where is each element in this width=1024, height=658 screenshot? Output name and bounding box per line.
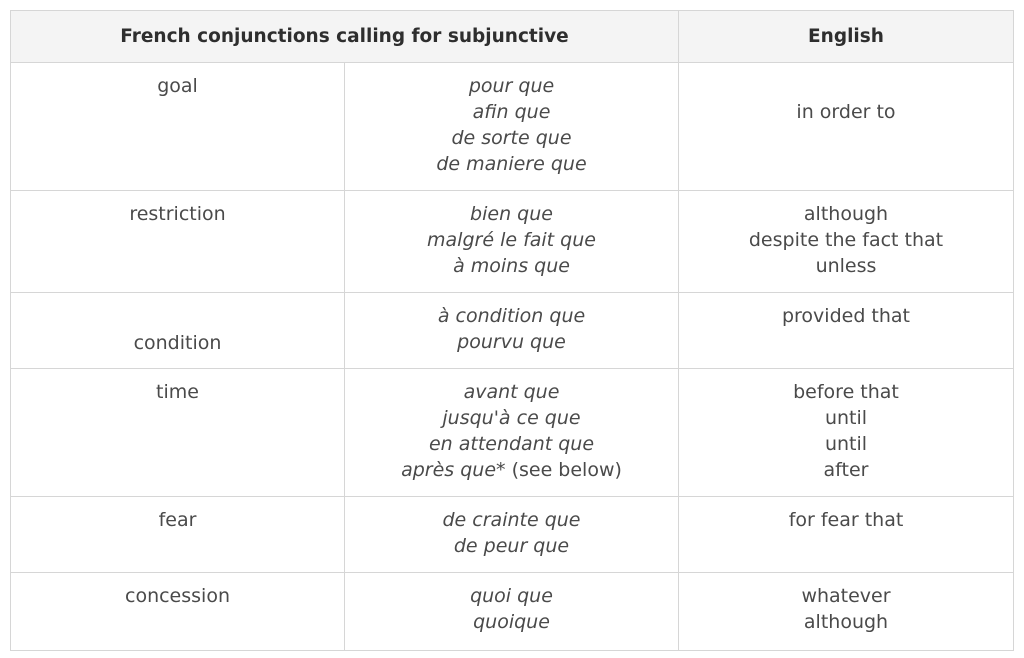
category-cell: concession	[11, 573, 345, 651]
french-conjunction: de sorte que	[451, 127, 572, 149]
category-cell: restriction	[11, 191, 345, 293]
header-english: English	[679, 11, 1014, 63]
french-conjunction: quoique	[473, 611, 550, 633]
french-cell	[345, 293, 679, 369]
french-cell	[345, 191, 679, 293]
table-header-row	[11, 11, 1014, 63]
english-cell	[679, 497, 1014, 573]
conjunctions-table	[10, 10, 1014, 651]
english-translation: in order to	[796, 101, 896, 123]
french-cell	[345, 369, 679, 497]
french-conjunction: bien que	[470, 203, 553, 225]
english-translation: provided that	[781, 305, 911, 327]
english-translation: despite the fact that	[748, 229, 944, 251]
french-conjunction: de peur que	[453, 535, 570, 557]
english-translation: unless	[815, 255, 877, 277]
english-translation: until	[824, 433, 868, 455]
see-below-note: (see below)	[505, 459, 622, 481]
french-cell	[345, 573, 679, 651]
french-conjunction: pourvu que	[457, 331, 566, 353]
french-conjunction: de maniere que	[436, 153, 587, 175]
table-row	[11, 293, 1014, 369]
english-cell	[679, 191, 1014, 293]
french-conjunction: malgré le fait que	[427, 229, 596, 251]
category-cell: condition	[11, 293, 345, 369]
french-conjunction: en attendant que	[428, 433, 595, 455]
french-cell	[345, 497, 679, 573]
table-row	[11, 191, 1014, 293]
french-conjunction: après que*	[401, 459, 506, 481]
english-translation: after	[823, 459, 869, 481]
category-cell: time	[11, 369, 345, 497]
english-cell	[679, 573, 1014, 651]
french-conjunction: afin que	[472, 101, 551, 123]
english-translation: although	[803, 203, 889, 225]
english-cell	[679, 63, 1014, 191]
french-conjunction: jusqu'à ce que	[442, 407, 581, 429]
english-translation: whatever	[801, 585, 891, 607]
english-translation: until	[824, 407, 868, 429]
header-french-conjunctions: French conjunctions calling for subjunctive	[11, 11, 679, 63]
english-translation: before that	[793, 381, 899, 403]
french-conjunction-with-note	[345, 457, 678, 483]
french-conjunction: avant que	[463, 381, 560, 403]
category-cell: fear	[11, 497, 345, 573]
english-translation: for fear that	[788, 509, 904, 531]
french-conjunction: de crainte que	[442, 509, 581, 531]
french-conjunction: à moins que	[453, 255, 570, 277]
english-cell	[679, 369, 1014, 497]
french-conjunction: pour que	[468, 75, 555, 97]
conjunctions-table-container	[10, 10, 1014, 651]
table-row	[11, 497, 1014, 573]
english-cell	[679, 293, 1014, 369]
table-row	[11, 573, 1014, 651]
table-row	[11, 63, 1014, 191]
english-translation: although	[803, 611, 889, 633]
french-cell	[345, 63, 679, 191]
french-conjunction: quoi que	[470, 585, 553, 607]
french-conjunction: à condition que	[437, 305, 586, 327]
table-row	[11, 369, 1014, 497]
category-cell: goal	[11, 63, 345, 191]
